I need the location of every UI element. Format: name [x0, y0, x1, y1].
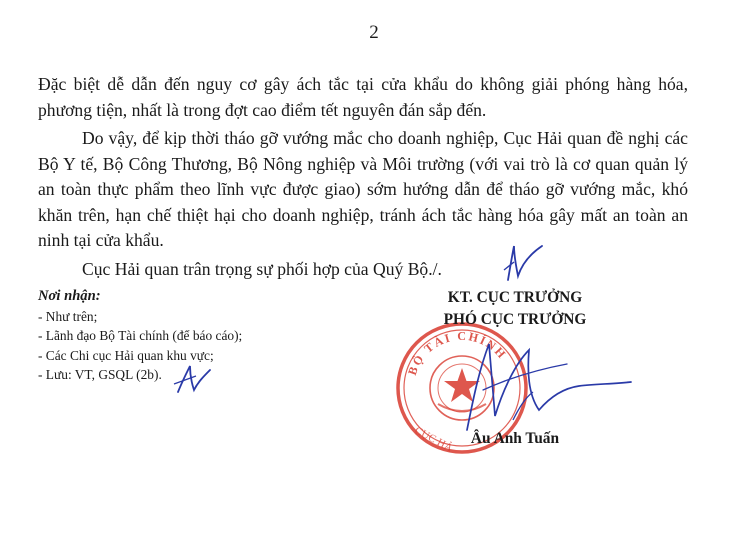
recipient-item: - Lưu: VT, GSQL (2b). — [38, 367, 162, 382]
recipients-title: Nơi nhận: — [38, 288, 101, 304]
letter-body — [38, 72, 688, 285]
seal-text: BỘ TÀI CHÍNH — [404, 328, 510, 378]
recipient-item: - Như trên; — [38, 308, 98, 324]
svg-text:CỤC HẢ: CỤC HẢ — [412, 424, 455, 455]
recipient-item: - Lãnh đạo Bộ Tài chính (để báo cáo); — [38, 328, 243, 343]
page-number: 2 — [369, 22, 379, 43]
initial-mark — [172, 362, 212, 396]
paragraph-1: Đặc biệt dễ dẫn đến nguy cơ gây ách tắc tại cửa khẩu do không giải phóng hàng hóa, phương tiện, nhất là trong đợt cao điểm tết nguyên đán sắp đến. — [38, 74, 688, 120]
signer-title-1: KT. CỤC TRƯỞNG — [447, 289, 583, 306]
paragraph-2: Do vậy, để kịp thời tháo gỡ vướng mắc cho doanh nghiệp, Cục Hải quan đề nghị các Bộ Y tế, Bộ Công Thương, Bộ Nông nghiệp và Môi trường (với vai trò là cơ quan quản lý an toàn thực phẩm theo lĩnh vực được giao) sớm hướng dẫn để tháo gỡ vướng mắc, khó khăn trên, hạn chế thiệt hại cho doanh nghiệp, tránh ách tắc hàng hóa gây mất an toàn an ninh tại cửa khẩu. — [38, 128, 688, 250]
signer-title-2: PHÓ CỤC TRƯỞNG — [443, 311, 587, 328]
signature-block — [410, 287, 620, 331]
closing-line: Cục Hải quan trân trọng sự phối hợp của Quý Bộ./. — [82, 258, 442, 279]
signature-mark-top — [500, 240, 548, 286]
signer-name: Âu Anh Tuấn — [470, 430, 560, 447]
recipient-item: - Các Chi cục Hải quan khu vực; — [38, 347, 214, 363]
